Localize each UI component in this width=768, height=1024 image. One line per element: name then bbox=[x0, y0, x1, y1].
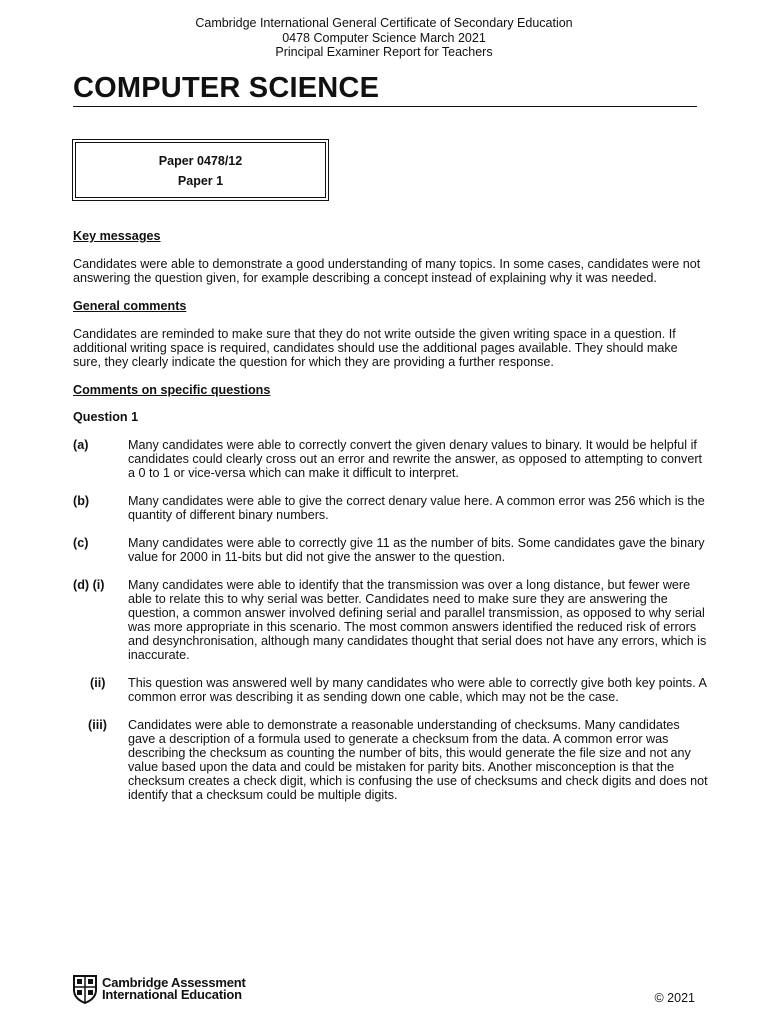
header-line-2: 0478 Computer Science March 2021 bbox=[282, 30, 486, 45]
general-comments-text: Candidates are reminded to make sure that they do not write outside the given writing space in a question. If additional writing space is required, candidates should use the additional pages available. They should make sure, they clearly indicate the question for which they are providing a further response. bbox=[73, 327, 678, 369]
copyright: © 2021 bbox=[654, 991, 695, 1005]
cambridge-logo bbox=[72, 974, 246, 1004]
page-title: COMPUTER SCIENCE bbox=[73, 72, 380, 104]
key-messages-text: Candidates were able to demonstrate a good understanding of many topics. In some cases, candidates were not answering the question given, for example describing a concept instead of explaining why it was needed. bbox=[73, 257, 701, 285]
paper-box bbox=[72, 139, 329, 201]
logo-line-1: Cambridge Assessment bbox=[102, 974, 246, 990]
item-text: Many candidates were able to correctly give 11 as the number of bits. Some candidates gave the binary value for 2000 in 11-bits but did not give the answer to the question. bbox=[128, 536, 705, 564]
title-divider bbox=[73, 106, 697, 107]
paper-code: Paper 0478/12 bbox=[158, 154, 243, 168]
item-text: Many candidates were able to identify that the transmission was over a long distance, but fewer were able to relate this to why serial was better. Candidates need to make sure they are answering the question, a common answer involved defining serial and parallel transmission, as opposed to why serial was more appropriate in this scenario. The most common answers identified the reduced risk of errors and desynchronisation, although many candidates thought that serial does not have any errors, which is inaccurate. bbox=[128, 578, 707, 662]
question-heading: Question 1 bbox=[73, 410, 139, 424]
specific-comments-heading: Comments on specific questions bbox=[73, 383, 271, 397]
paper-number: Paper 1 bbox=[177, 174, 224, 188]
item-label: (iii) bbox=[88, 718, 107, 732]
general-comments-heading: General comments bbox=[73, 299, 187, 313]
logo-line-2: International Education bbox=[102, 987, 242, 1002]
page-header bbox=[0, 16, 768, 60]
item-label: (ii) bbox=[90, 676, 106, 690]
key-messages-heading: Key messages bbox=[73, 229, 161, 243]
item-label: (c) bbox=[73, 536, 89, 550]
item-text: Candidates were able to demonstrate a reasonable understanding of checksums. Many candidates gave a description of a formula used to generate a checksum from the data. A common error was describing the checksum as counting the number of bits, this would generate the file size and not any value based upon the data and could be mistaken for parity bits. Another misconception is that the checksum creates a check digit, which is confusing the use of checksums and check digits and does not identify that a checksum could be multiple digits. bbox=[128, 718, 708, 802]
item-label: (a) bbox=[73, 438, 89, 452]
item-text: Many candidates were able to correctly convert the given denary values to binary. It would be helpful if candidates could clearly cross out an error and rewrite the answer, as opposed to attempting to convert a 0 to 1 or vice-versa which can make it difficult to interpret. bbox=[128, 438, 703, 480]
cambridge-shield-icon bbox=[72, 974, 98, 1004]
item-label: (b) bbox=[73, 494, 90, 508]
header-line-1: Cambridge International General Certificate of Secondary Education bbox=[195, 16, 573, 30]
item-text: This question was answered well by many candidates who were able to correctly give both key points. A common error was describing it as sending down one cable, which may not be the case. bbox=[128, 676, 707, 704]
item-text: Many candidates were able to give the correct denary value here. A common error was 256 which is the quantity of different binary numbers. bbox=[128, 494, 705, 522]
header-line-3: Principal Examiner Report for Teachers bbox=[275, 45, 493, 59]
item-label: (d) (i) bbox=[73, 578, 105, 592]
